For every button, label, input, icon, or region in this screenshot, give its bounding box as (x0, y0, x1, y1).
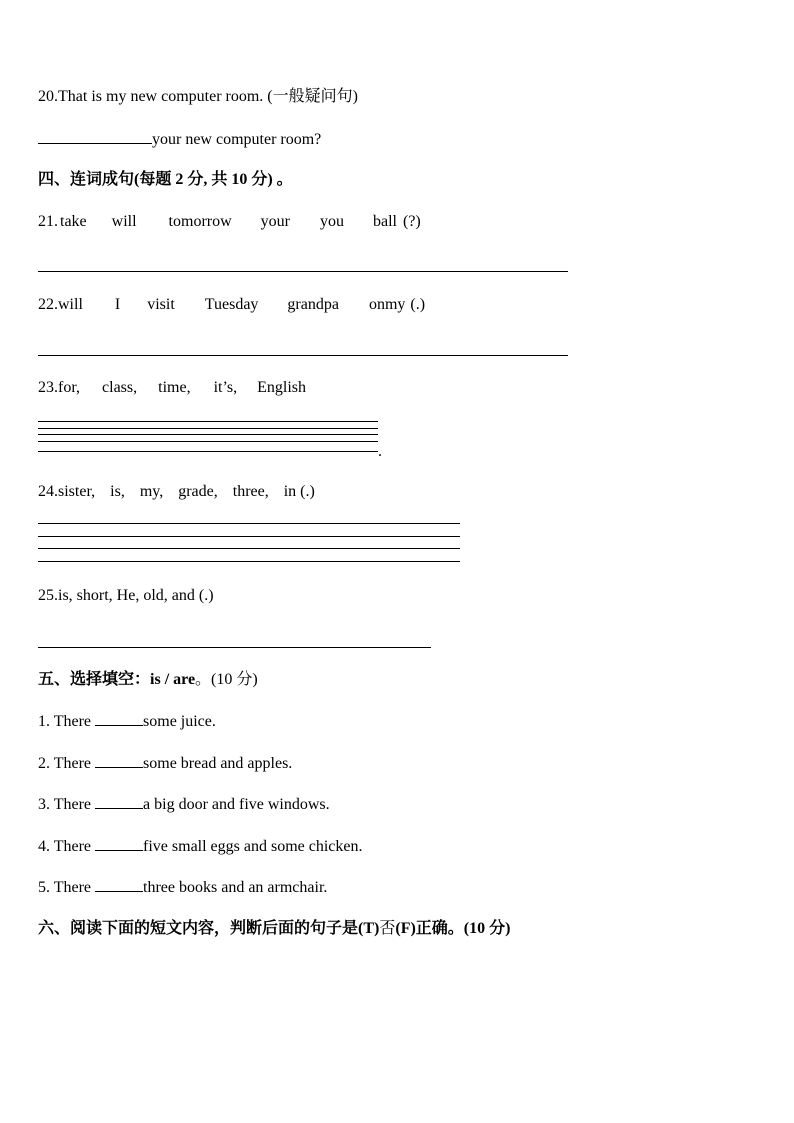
answer-blank[interactable] (38, 129, 152, 144)
word: grade, (178, 483, 218, 500)
question-23 (38, 378, 306, 398)
question-number: 24. (38, 483, 58, 500)
question-20-prompt: 20.That is my new computer room. (一般疑问句) (38, 88, 358, 105)
word: my, (139, 483, 164, 500)
word: onmy (368, 296, 406, 313)
question-21 (38, 212, 421, 232)
word: is, (110, 483, 125, 500)
question-23-answer-line[interactable] (38, 451, 378, 452)
question-23-answer-line[interactable] (38, 434, 378, 435)
word: sister, (58, 483, 96, 500)
fill-item-text: a big door and five windows. (143, 796, 330, 813)
section-5-heading-suffix: 。(10 分) (195, 671, 258, 688)
fill-item (38, 753, 292, 774)
section-6-false-mark: (F) (395, 920, 416, 937)
question-23-answer-line[interactable] (38, 441, 378, 442)
fill-item (38, 794, 330, 815)
word: I (114, 296, 121, 313)
question-23-answer-line[interactable] (38, 421, 378, 422)
question-20-answer-line (38, 129, 321, 150)
fill-item-text: some juice. (143, 713, 216, 730)
fill-blank[interactable] (95, 711, 143, 726)
fill-item-text: three books and an armchair. (143, 879, 328, 896)
fill-item (38, 711, 216, 732)
word: for, (58, 379, 81, 396)
word: you (319, 213, 344, 230)
section-6-true-mark: (T) (358, 920, 380, 937)
word: tomorrow (168, 213, 232, 230)
word: Tuesday (204, 296, 259, 313)
section-6-heading-part: 六、阅读下面的短文内容，判断后面的句子是 (38, 920, 359, 937)
fill-item-text: some bread and apples. (143, 755, 293, 772)
section-6-heading (38, 919, 510, 939)
word: take (60, 213, 87, 230)
section-5-heading-prefix: 五、选择填空： (38, 671, 151, 688)
word: it’s, (213, 379, 238, 396)
section-6-heading-part: 正确。(10 分) (415, 920, 511, 937)
question-number: 21. (38, 213, 58, 230)
question-21-answer-line[interactable] (38, 271, 568, 272)
word: (.) (410, 296, 426, 313)
question-24-answer-line[interactable] (38, 561, 460, 562)
fill-item-number: 5. There (38, 879, 92, 896)
question-23-answer-line[interactable] (38, 428, 378, 429)
word: three, (232, 483, 269, 500)
question-number: 22. (38, 296, 58, 313)
fill-blank[interactable] (95, 836, 143, 851)
section-5-heading (38, 670, 258, 690)
question-25-answer-line[interactable] (38, 647, 431, 648)
word: in (.) (283, 483, 315, 500)
word: visit (147, 296, 175, 313)
word: your (260, 213, 290, 230)
section-4-heading: 四、连词成句(每题 2 分, 共 10 分) 。 (38, 171, 293, 188)
fill-item-number: 2. There (38, 755, 92, 772)
word: class, (102, 379, 138, 396)
fill-item (38, 836, 363, 857)
section-6-heading-part: 否 (379, 920, 396, 937)
question-number: 23. (38, 379, 58, 396)
fill-item-number: 1. There (38, 713, 92, 730)
question-22 (38, 295, 425, 315)
question-25: 25.is, short, He, old, and (.) (38, 587, 214, 604)
section-5-heading-options: is / are (150, 671, 196, 688)
question-23-end-mark: . (378, 443, 382, 460)
fill-blank[interactable] (95, 753, 143, 768)
fill-blank[interactable] (95, 794, 143, 809)
fill-blank[interactable] (95, 877, 143, 892)
fill-item (38, 877, 327, 898)
fill-item-number: 4. There (38, 838, 92, 855)
word: English (257, 379, 307, 396)
question-24-answer-line[interactable] (38, 548, 460, 549)
word: will (58, 296, 83, 313)
word: (?) (402, 213, 421, 230)
question-24 (38, 482, 315, 502)
question-20-suffix: your new computer room? (152, 131, 322, 148)
word: ball (372, 213, 397, 230)
fill-item-number: 3. There (38, 796, 92, 813)
question-24-answer-line[interactable] (38, 536, 460, 537)
word: time, (158, 379, 191, 396)
word: grandpa (287, 296, 339, 313)
question-22-answer-line[interactable] (38, 355, 568, 356)
word: will (111, 213, 137, 230)
fill-item-text: five small eggs and some chicken. (143, 838, 363, 855)
question-24-answer-line[interactable] (38, 523, 460, 524)
